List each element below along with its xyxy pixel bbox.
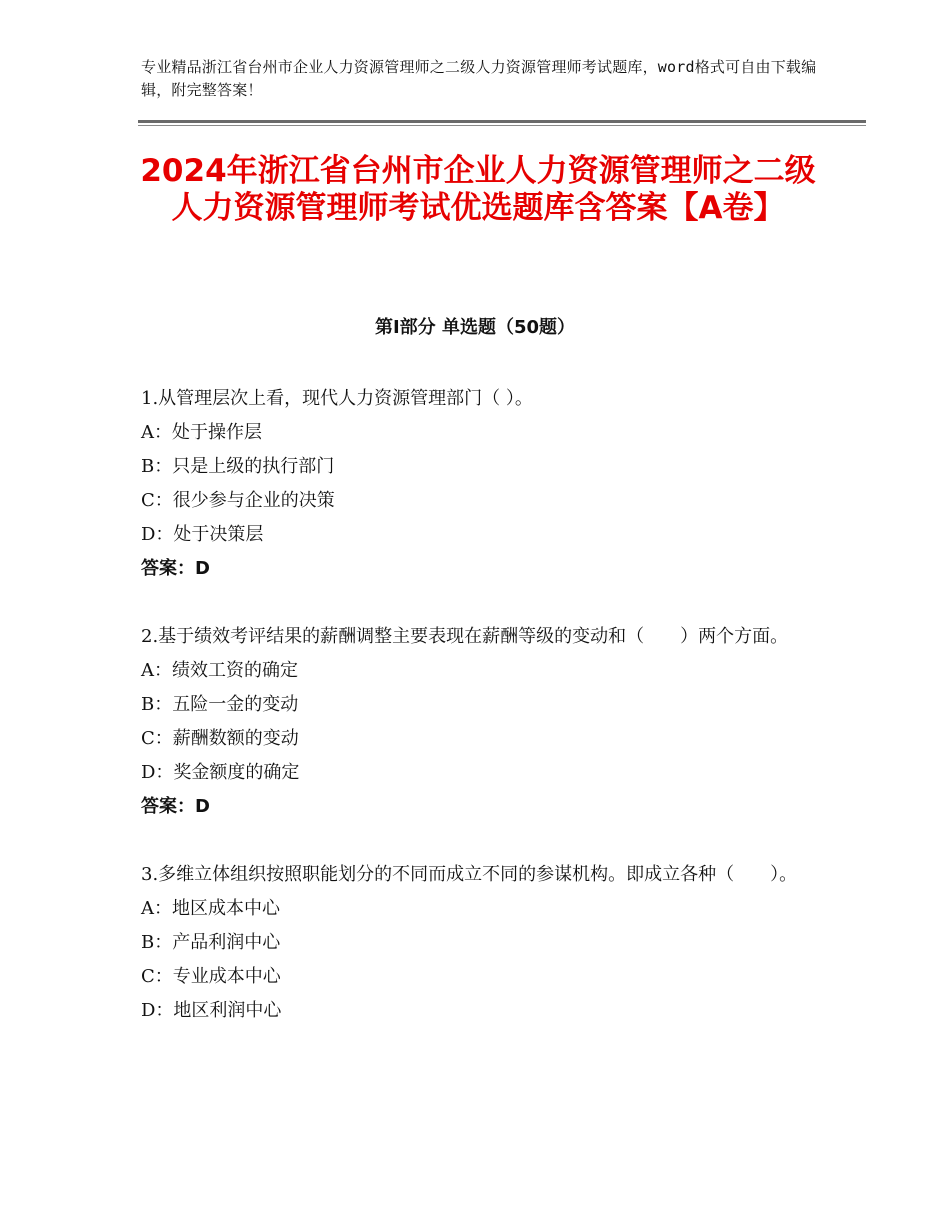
option-a: A：处于操作层 bbox=[141, 422, 262, 443]
question-stem: 2.基于绩效考评结果的薪酬调整主要表现在薪酬等级的变动和（ ）两个方面。 bbox=[141, 626, 789, 647]
header-rule-thin bbox=[138, 125, 866, 126]
option-c: C：很少参与企业的决策 bbox=[141, 490, 335, 511]
option-d: D：处于决策层 bbox=[141, 524, 264, 545]
option-d: D：奖金额度的确定 bbox=[141, 762, 300, 783]
question-list bbox=[141, 382, 831, 1062]
header-rule-thick bbox=[138, 120, 866, 123]
option-b: B：产品利润中心 bbox=[141, 932, 281, 953]
option-d: D：地区利润中心 bbox=[141, 1000, 282, 1021]
option-b: B：五险一金的变动 bbox=[141, 694, 299, 715]
option-c: C：专业成本中心 bbox=[141, 966, 281, 987]
option-b: B：只是上级的执行部门 bbox=[141, 456, 335, 477]
option-a: A：地区成本中心 bbox=[141, 898, 280, 919]
option-c: C：薪酬数额的变动 bbox=[141, 728, 299, 749]
question-stem: 3.多维立体组织按照职能划分的不同而成立不同的参谋机构。即成立各种（ ）。 bbox=[141, 864, 798, 885]
question-stem: 1.从管理层次上看，现代人力资源管理部门（ ）。 bbox=[141, 388, 533, 409]
answer: 答案：D bbox=[141, 558, 210, 579]
question-2 bbox=[141, 620, 831, 824]
document-title: 2024年浙江省台州市企业人力资源管理师之二级人力资源管理师考试优选题库含答案【A卷】 bbox=[140, 153, 816, 226]
section-title: 第Ⅰ部分 单选题（50题） bbox=[374, 317, 575, 338]
header-note: 专业精品浙江省台州市企业人力资源管理师之二级人力资源管理师考试题库，word格式可自由下载编辑，附完整答案！ bbox=[141, 58, 817, 99]
option-a: A：绩效工资的确定 bbox=[141, 660, 298, 681]
answer: 答案：D bbox=[141, 796, 210, 817]
question-1 bbox=[141, 382, 831, 586]
question-3 bbox=[141, 858, 831, 1028]
